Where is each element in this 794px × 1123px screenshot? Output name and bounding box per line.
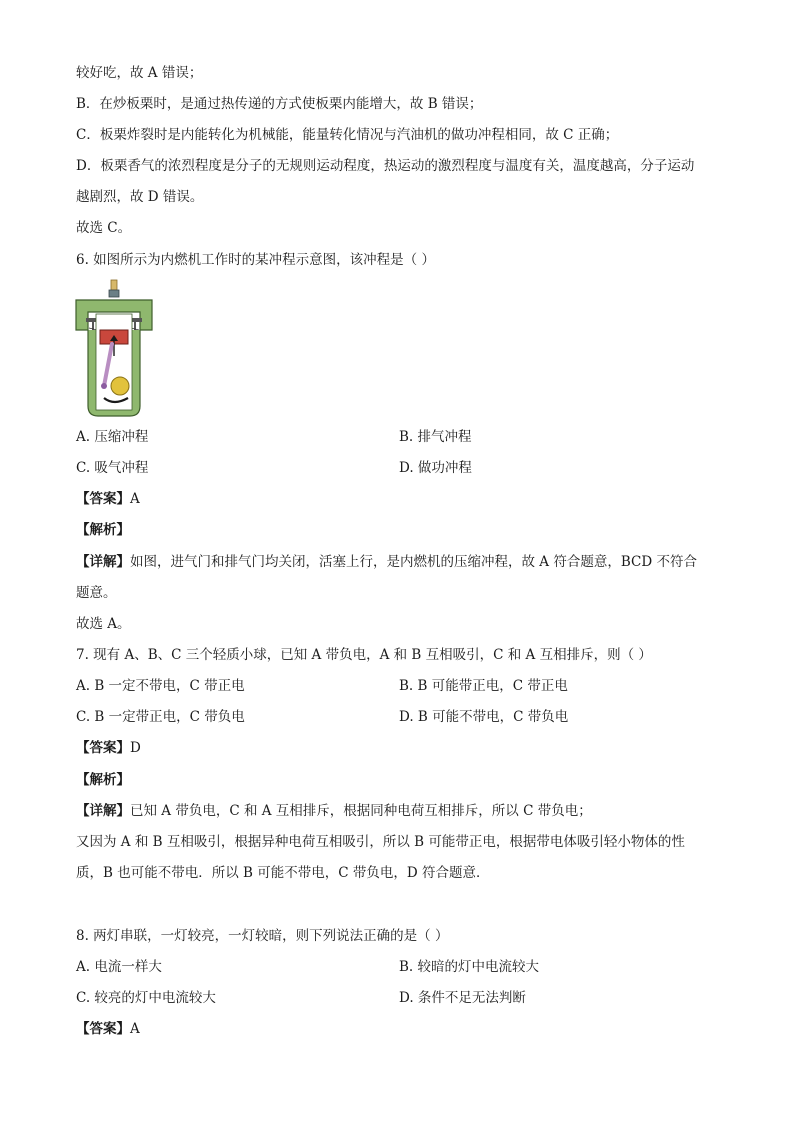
q7-option-b: B. B 可能带正电，C 带正电 bbox=[399, 678, 568, 694]
q6-option-a: A. 压缩冲程 bbox=[76, 429, 149, 445]
q5-option-c-explanation: C．板栗炸裂时是内能转化为机械能，能量转化情况与汽油机的做功冲程相同，故 C 正确； bbox=[76, 127, 619, 143]
q5-option-d-explanation-cont: 越剧烈，故 D 错误。 bbox=[76, 189, 204, 205]
crankshaft bbox=[111, 377, 129, 395]
q7-option-d: D. B 可能不带电，C 带负电 bbox=[399, 709, 569, 725]
q8-option-a: A. 电流一样大 bbox=[76, 959, 162, 975]
q7-detail bbox=[76, 802, 592, 820]
detail-text: 如图，进气门和排气门均关闭，活塞上行，是内燃机的压缩冲程，故 A 符合题意，BCD 不符合 bbox=[130, 554, 697, 570]
q5-option-b-explanation: B．在炒板栗时，是通过热传递的方式使板栗内能增大，故 B 错误； bbox=[76, 96, 483, 112]
answer-tag: 【答案】 bbox=[76, 491, 130, 507]
answer-tag: 【答案】 bbox=[76, 1021, 130, 1037]
engine-cylinder-figure bbox=[74, 278, 154, 418]
q8-option-d: D. 条件不足无法判断 bbox=[399, 990, 526, 1006]
q5-option-d-explanation: D．板栗香气的浓烈程度是分子的无规则运动程度，热运动的激烈程度与温度有关，温度越高，分子运动 bbox=[76, 158, 695, 174]
spark-plug-icon bbox=[111, 280, 117, 290]
q7-detail-cont: 又因为 A 和 B 互相吸引，根据异种电荷互相吸引，所以 B 可能带正电，根据带电体吸引轻小物体的性 bbox=[76, 834, 685, 850]
analysis-tag: 【解析】 bbox=[76, 522, 130, 538]
q8-answer bbox=[76, 1020, 140, 1038]
answer-value: A bbox=[130, 491, 140, 507]
detail-tag: 【详解】 bbox=[76, 554, 130, 570]
q7-option-c: C. B 一定带正电，C 带负电 bbox=[76, 709, 245, 725]
q6-detail bbox=[76, 553, 697, 571]
answer-value: A bbox=[130, 1021, 140, 1037]
analysis-tag: 【解析】 bbox=[76, 772, 130, 788]
q6-conclusion: 故选 A。 bbox=[76, 616, 131, 632]
q8-option-b: B. 较暗的灯中电流较大 bbox=[399, 959, 540, 975]
detail-text: 已知 A 带负电，C 和 A 互相排斥，根据同种电荷互相排斥，所以 C 带负电； bbox=[130, 803, 592, 819]
q6-option-b: B. 排气冲程 bbox=[399, 429, 472, 445]
q7-detail-cont-2: 质，B 也可能不带电．所以 B 可能不带电，C 带负电，D 符合题意． bbox=[76, 865, 490, 881]
q6-option-d: D. 做功冲程 bbox=[399, 460, 472, 476]
detail-tag: 【详解】 bbox=[76, 803, 130, 819]
q6-detail-cont: 题意。 bbox=[76, 585, 117, 601]
q6-stem: 6. 如图所示为内燃机工作时的某冲程示意图，该冲程是（ ） bbox=[76, 252, 435, 268]
answer-tag: 【答案】 bbox=[76, 740, 130, 756]
q7-answer bbox=[76, 739, 141, 757]
q7-analysis-heading bbox=[76, 771, 130, 789]
q6-answer bbox=[76, 490, 140, 508]
q5-text-line: 较好吃，故 A 错误； bbox=[76, 65, 203, 81]
answer-value: D bbox=[130, 740, 141, 756]
q8-stem: 8. 两灯串联，一灯较亮，一灯较暗，则下列说法正确的是（ ） bbox=[76, 928, 449, 944]
cylinder-chamber bbox=[96, 314, 132, 410]
q6-analysis-heading bbox=[76, 521, 130, 539]
q5-conclusion: 故选 C。 bbox=[76, 220, 132, 236]
q7-stem: 7. 现有 A、B、C 三个轻质小球，已知 A 带负电，A 和 B 互相吸引，C 和 A 互相排斥，则（ ） bbox=[76, 647, 652, 663]
q7-option-a: A. B 一定不带电，C 带正电 bbox=[76, 678, 245, 694]
q6-option-c: C. 吸气冲程 bbox=[76, 460, 149, 476]
q8-option-c: C. 较亮的灯中电流较大 bbox=[76, 990, 216, 1006]
